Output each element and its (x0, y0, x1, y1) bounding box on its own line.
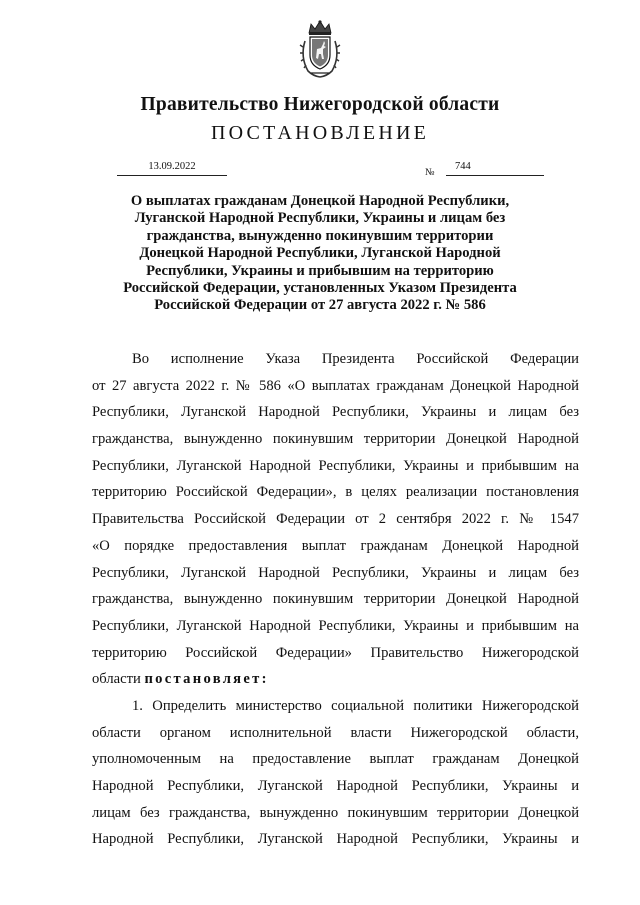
text-line: территорию Российской Федерации» Правительство Нижегородской (92, 644, 579, 661)
document-body (92, 346, 579, 853)
document-type: ПОСТАНОВЛЕНИЕ (210, 122, 430, 144)
text-line: области органом исполнительной власти Нижегородской области, (92, 724, 579, 741)
text-line: от 27 августа 2022 г. № 586 «О выплатах гражданам Донецкой Народной (92, 377, 579, 394)
text-line: 1. Определить министерство социальной политики Нижегородской (132, 697, 579, 714)
text-line: Республики, Луганской Народной Республики, Украины и лицам без (92, 404, 579, 421)
text-line (92, 666, 579, 693)
document-title (100, 193, 540, 315)
organization-name: Правительство Нижегородской области (140, 94, 500, 115)
title-line: О выплатах гражданам Донецкой Народной Республики, (130, 193, 510, 209)
title-line: гражданства, вынужденно покинувшим территории (146, 227, 494, 244)
text-line: Республики, Луганской Народной Республики, Украины и прибывшим на (92, 617, 579, 634)
number-sign: № (425, 167, 435, 178)
text-line: Народной Республики, Луганской Народной Республики, Украины и (92, 778, 579, 794)
item-1-paragraph (92, 693, 579, 853)
text-line: «О порядке предоставления выплат гражданам Донецкой Народной (92, 537, 579, 554)
text-line: Республики, Луганской Народной Республики, Украины и лицам без (92, 564, 579, 581)
document-date: 13.09.2022 (117, 159, 227, 176)
text-line: Во исполнение Указа Президента Российской Федерации (132, 351, 579, 367)
text-line: Народной Республики, Луганской Народной Республики, Украины и (92, 831, 579, 848)
text-line: Республики, Луганской Народной Республики, Украины и прибывшим на (92, 457, 579, 474)
text-line: уполномоченным на предоставление выплат гражданам Донецкой (92, 751, 579, 768)
text-line: гражданства, вынужденно покинувшим территории Донецкой Народной (92, 431, 579, 448)
decree-word: постановляет: (144, 671, 269, 688)
title-line: Республики, Украины и прибывшим на территорию (146, 262, 494, 279)
text-fragment: области (92, 671, 145, 688)
title-line: Луганской Народной Республики, Украины и лицам без (134, 210, 506, 227)
title-line: Российской Федерации, установленных Указом Президента (123, 280, 517, 297)
coat-of-arms-icon (299, 19, 341, 79)
preamble-paragraph (92, 346, 579, 693)
text-line: территорию Российской Федерации», в целях реализации постановления (92, 484, 579, 501)
title-line: Донецкой Народной Республики, Луганской Народной (139, 245, 501, 262)
text-line: лицам без гражданства, вынужденно покинувшим территории Донецкой (92, 804, 579, 821)
title-line: Российской Федерации от 27 августа 2022 г. № 586 (154, 297, 486, 314)
text-line: гражданства, вынужденно покинувшим территории Донецкой Народной (92, 591, 579, 608)
document-number: 744 (446, 159, 544, 176)
text-line: Правительства Российской Федерации от 2 сентября 2022 г. № 1547 (92, 511, 579, 528)
